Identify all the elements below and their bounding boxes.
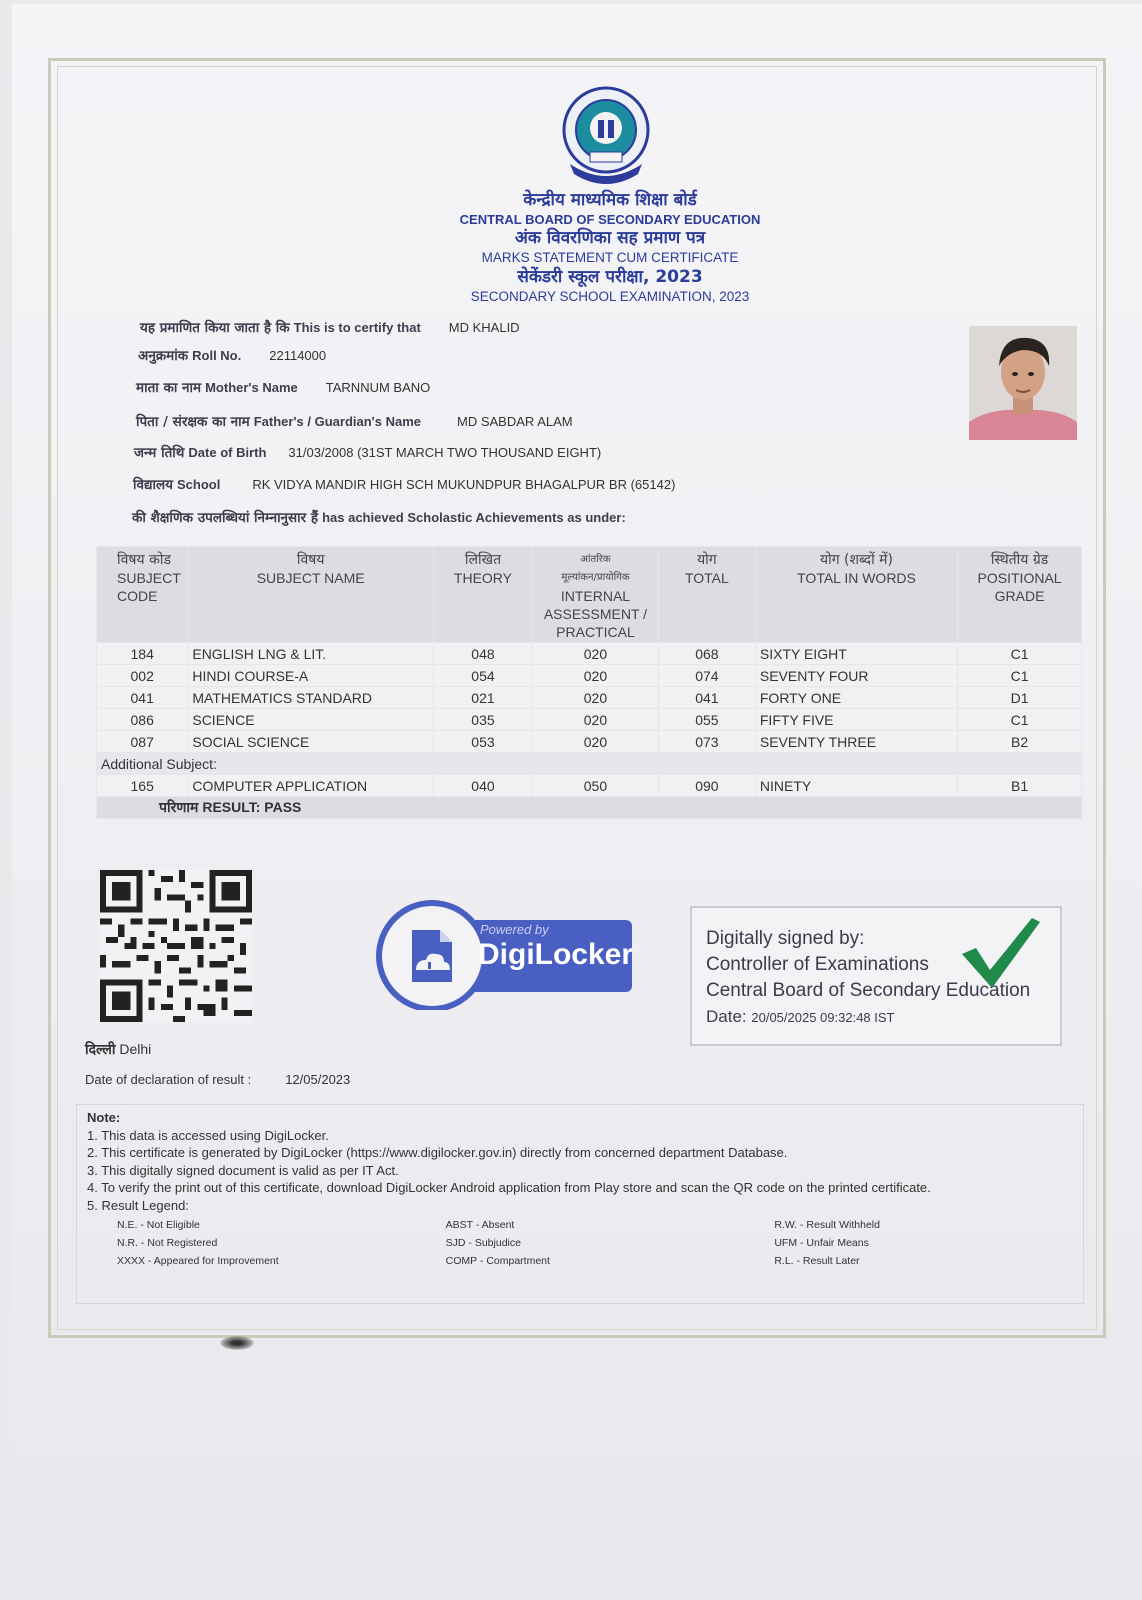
legend-column: N.E. - Not Eligible N.R. - Not Registered XXXX - Appeared for Improvement bbox=[117, 1219, 279, 1267]
father-name: MD SABDAR ALAM bbox=[457, 414, 573, 429]
mother-name-line: माता का नाम Mother's Name TARNNUM BANO bbox=[136, 380, 431, 396]
note-item: 4. To verify the print out of this certificate, download DigiLocker Android application from Play store and scan the QR code on the printed certificate. bbox=[87, 1180, 931, 1195]
school-line: विद्यालय School RK VIDYA MANDIR HIGH SCH MUKUNDPUR BHAGALPUR BR (65142) bbox=[133, 477, 676, 493]
declaration-date: 12/05/2023 bbox=[285, 1072, 351, 1087]
certificate-header bbox=[380, 190, 840, 306]
note-item: 2. This certificate is generated by DigiLocker (https://www.digilocker.gov.in) directly from concerned department Database. bbox=[87, 1145, 788, 1160]
roll-number: 22114000 bbox=[269, 348, 327, 363]
student-name: MD KHALID bbox=[448, 320, 520, 335]
notes-section bbox=[76, 1104, 1084, 1304]
marks-table bbox=[96, 546, 1082, 819]
signature-line-3: Central Board of Secondary Education bbox=[706, 980, 1031, 1001]
notes-title: Note: bbox=[87, 1110, 121, 1125]
qr-code bbox=[100, 870, 252, 1022]
achievement-line: की शैक्षणिक उपलब्धियां निम्नानुसार हैं has achieved Scholastic Achievements as under: bbox=[132, 510, 626, 526]
digital-signature-box bbox=[690, 906, 1062, 1046]
table-header-row bbox=[97, 547, 1082, 643]
legend-column: R.W. - Result Withheld UFM - Unfair Means R.L. - Result Later bbox=[774, 1219, 880, 1267]
signature-line-1: Digitally signed by: bbox=[706, 928, 865, 949]
header-subject-name: विषय SUBJECT NAME bbox=[188, 547, 434, 643]
father-name-line: पिता / संरक्षक का नाम Father's / Guardian's Name MD SABDAR ALAM bbox=[136, 414, 573, 430]
header-positional-grade: स्थितीय ग्रेड POSITIONAL GRADE bbox=[958, 547, 1082, 643]
date-of-birth: 31/03/2008 (31ST MARCH TWO THOUSAND EIGHT) bbox=[288, 445, 602, 460]
digilocker-powered-by: Powered by bbox=[480, 922, 549, 937]
certify-line: यह प्रमाणित किया जाता है कि This is to certify that MD KHALID bbox=[140, 320, 520, 336]
header-subject-code: विषय कोड SUBJECT CODE bbox=[97, 547, 188, 643]
signature-line-2: Controller of Examinations bbox=[706, 954, 929, 975]
result-row bbox=[97, 797, 1082, 819]
certificate-title-english: MARKS STATEMENT CUM CERTIFICATE bbox=[481, 250, 739, 265]
result-status: परिणाम RESULT: PASS bbox=[97, 797, 1082, 819]
digilocker-brand: DigiLocker bbox=[478, 938, 634, 971]
table-row-additional: 165 COMPUTER APPLICATION 040 050 090 NINETY B1 bbox=[97, 775, 1082, 797]
board-name-hindi: केन्द्रीय माध्यमिक शिक्षा बोर्ड bbox=[523, 190, 697, 210]
header-total: योग TOTAL bbox=[658, 547, 755, 643]
school-name: RK VIDYA MANDIR HIGH SCH MUKUNDPUR BHAGALPUR BR (65142) bbox=[252, 477, 676, 492]
roll-number-line: अनुक्रमांक Roll No. 22114000 bbox=[138, 348, 327, 364]
place-of-issue: दिल्ली Delhi bbox=[85, 1041, 152, 1058]
table-row: 184 ENGLISH LNG & LIT. 048 020 068 SIXTY EIGHT C1 bbox=[97, 643, 1082, 665]
result-legend bbox=[87, 1216, 1073, 1270]
dob-line: जन्म तिथि Date of Birth 31/03/2008 (31ST MARCH TWO THOUSAND EIGHT) bbox=[134, 445, 602, 461]
additional-subject-label: Additional Subject: bbox=[97, 753, 1082, 775]
ink-smudge bbox=[220, 1336, 254, 1350]
digilocker-badge bbox=[376, 900, 636, 1010]
table-row: 087 SOCIAL SCIENCE 053 020 073 SEVENTY THREE B2 bbox=[97, 731, 1082, 753]
note-item: 3. This digitally signed document is valid as per IT Act. bbox=[87, 1162, 399, 1178]
table-row: 041 MATHEMATICS STANDARD 021 020 041 FORTY ONE D1 bbox=[97, 687, 1082, 709]
note-item: 5. Result Legend: bbox=[87, 1197, 189, 1213]
table-row: 086 SCIENCE 035 020 055 FIFTY FIVE C1 bbox=[97, 709, 1082, 731]
certificate-title-hindi: अंक विवरणिका सह प्रमाण पत्र bbox=[514, 228, 706, 248]
board-name-english: CENTRAL BOARD OF SECONDARY EDUCATION bbox=[459, 212, 761, 227]
declaration-date-line: Date of declaration of result : 12/05/2023 bbox=[85, 1072, 351, 1087]
header-theory: लिखित THEORY bbox=[433, 547, 532, 643]
exam-name-english: SECONDARY SCHOOL EXAMINATION, 2023 bbox=[470, 289, 750, 304]
additional-subject-label-row bbox=[97, 753, 1082, 775]
note-item: 1. This data is accessed using DigiLocker. bbox=[87, 1127, 329, 1143]
signature-date: Date: 20/05/2025 09:32:48 IST bbox=[706, 1007, 895, 1026]
legend-column: ABST - Absent SJD - Subjudice COMP - Compartment bbox=[445, 1219, 550, 1267]
mother-name: TARNNUM BANO bbox=[325, 380, 431, 395]
table-row: 002 HINDI COURSE-A 054 020 074 SEVENTY FOUR C1 bbox=[97, 665, 1082, 687]
verified-checkmark-icon bbox=[958, 914, 1042, 992]
header-internal-assessment: आंतरिक मूल्यांकन/प्रायोगिक INTERNAL ASSESSMENT / PRACTICAL bbox=[533, 547, 659, 643]
cbse-emblem-icon bbox=[558, 84, 654, 188]
exam-name-hindi: सेकेंडरी स्कूल परीक्षा, 2023 bbox=[517, 267, 703, 287]
student-photo bbox=[969, 326, 1077, 440]
header-total-in-words: योग (शब्दों में) TOTAL IN WORDS bbox=[755, 547, 957, 643]
